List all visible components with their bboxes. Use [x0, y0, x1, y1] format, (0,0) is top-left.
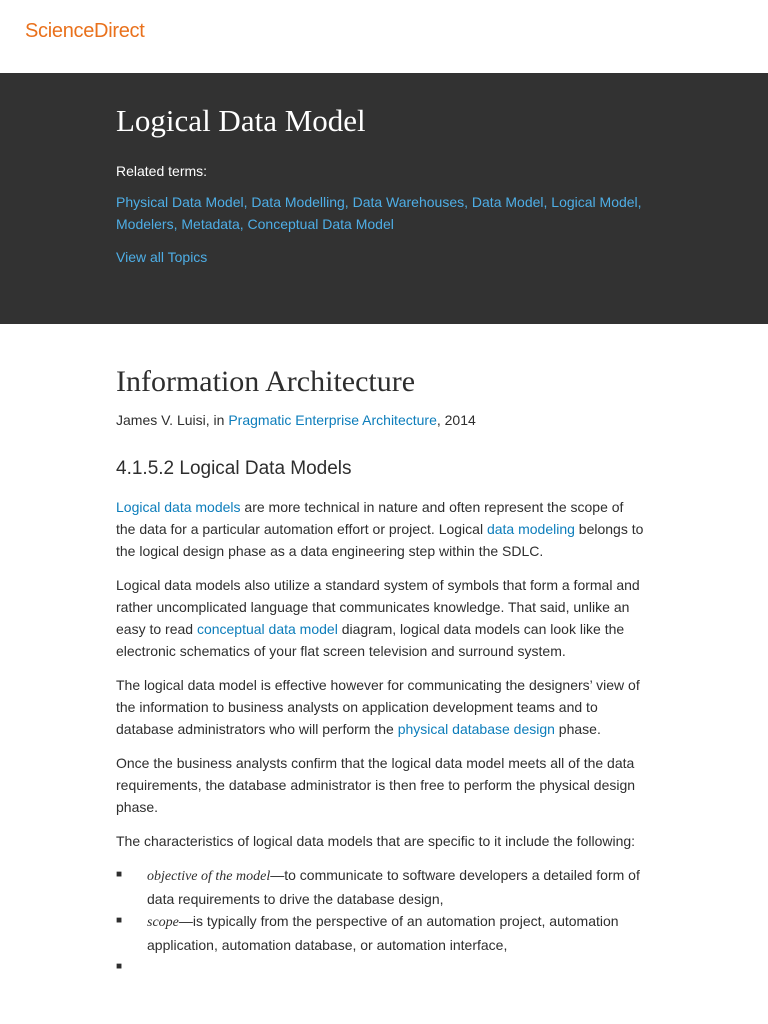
paragraph-2	[116, 574, 644, 662]
related-term-link[interactable]: Physical Data Model	[116, 194, 244, 210]
list-item-term: scope	[147, 915, 179, 930]
top-bar	[0, 0, 768, 73]
related-term-link[interactable]: Logical Model	[551, 194, 638, 210]
list-item	[116, 864, 644, 910]
bullet-icon: ■	[116, 961, 123, 972]
paragraph-text: are more technical in nature and often represent the scope of the data for a particular automation effort or project. Logical	[116, 499, 624, 537]
related-term-link[interactable]: Data Warehouses	[352, 194, 465, 210]
bullet-icon: ■	[116, 915, 123, 926]
book-link[interactable]: Pragmatic Enterprise Architecture	[228, 412, 437, 428]
page-title: Logical Data Model	[116, 103, 366, 138]
conceptual-data-model-link[interactable]: conceptual data model	[196, 621, 338, 637]
list-item-term: objective of the model	[147, 869, 271, 884]
related-terms-label: Related terms:	[116, 163, 208, 179]
chapter-title: Information Architecture	[116, 365, 416, 398]
view-all-topics-link[interactable]: View all Topics	[116, 249, 208, 265]
related-terms-list: Physical Data Model, Data Modelling, Data Warehouses, Data Model, Logical Model, Modelers, Metadata, Conceptual Data Model	[116, 194, 642, 232]
related-term-link[interactable]: Modelers	[116, 216, 174, 232]
paragraph-5: The characteristics of logical data models that are specific to it include the following:	[116, 833, 636, 849]
paragraph-text: diagram, logical data models can look like the electronic schematics of your flat screen television and surround system.	[116, 621, 625, 659]
article-body	[116, 362, 644, 980]
section-heading: 4.1.5.2 Logical Data Models	[116, 458, 352, 479]
list-item	[116, 910, 644, 956]
topic-header	[0, 73, 768, 324]
logical-data-models-link[interactable]: Logical data models	[116, 499, 241, 515]
byline	[116, 410, 644, 430]
paragraph-3	[116, 674, 644, 740]
paragraph-text: The logical data model is effective however for communicating the designers’ view of the information to business analysts on application development teams and to database administrators who will perform the	[116, 677, 640, 737]
publication-year: , 2014	[436, 412, 476, 428]
list-item-text: —is typically from the perspective of an automation project, automation application, automation database, or automation interface,	[147, 913, 619, 953]
characteristics-list	[116, 864, 644, 980]
related-term-link[interactable]: Metadata	[181, 216, 240, 232]
related-term-link[interactable]: Data Modelling	[251, 194, 345, 210]
list-item-text: —to communicate to software developers a detailed form of data requirements to drive the database design,	[147, 867, 640, 907]
related-term-link[interactable]: Data Model	[471, 194, 544, 210]
byline-separator: , in	[205, 412, 229, 428]
physical-database-design-link[interactable]: physical database design	[397, 721, 555, 737]
paragraph-text: Logical data models also utilize a standard system of symbols that form a formal and rather uncomplicated language that communicates knowledge. That said, unlike an easy to read	[116, 577, 640, 637]
related-term-link[interactable]: Conceptual Data Model	[247, 216, 394, 232]
paragraph-text: phase.	[554, 721, 601, 737]
bullet-icon: ■	[116, 869, 123, 880]
data-modeling-link[interactable]: data modeling	[486, 521, 575, 537]
paragraph-1	[116, 496, 644, 562]
paragraph-4: Once the business analysts confirm that the logical data model meets all of the data requirements, the database administrator is then free to perform the physical design phase.	[116, 755, 636, 815]
paragraph-text: belongs to the logical design phase as a data engineering step within the SDLC.	[116, 521, 644, 559]
author-name: James V. Luisi	[116, 412, 206, 428]
sciencedirect-logo[interactable]: ScienceDirect	[25, 20, 145, 42]
list-item	[116, 956, 644, 980]
